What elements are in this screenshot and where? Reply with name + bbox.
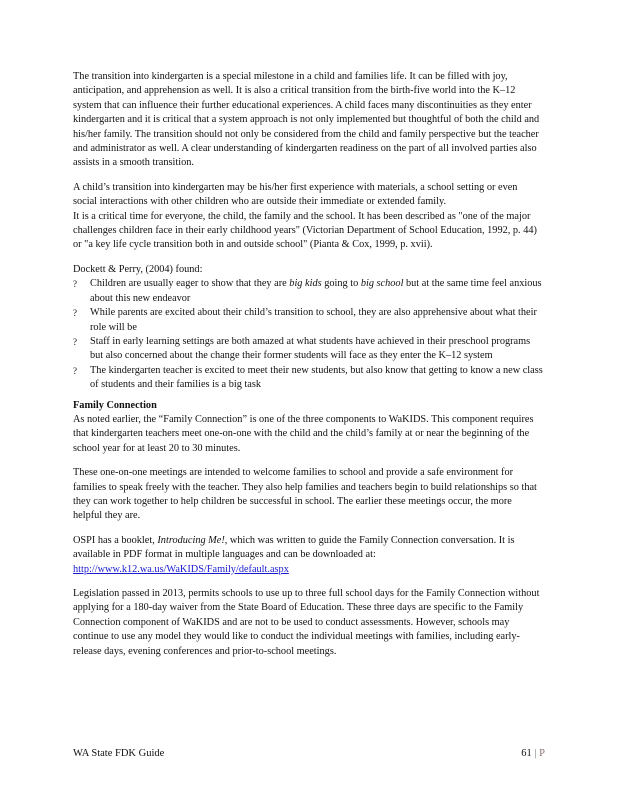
bullet-text: The kindergarten teacher is excited to meet their new students, but also know that getting to know a new class of students and their families is a big task <box>90 364 543 391</box>
bullet-icon: ? <box>73 279 77 290</box>
bullet-text: While parents are excited about their child’s transition to school, they are also apprehensive about what their role will be <box>90 307 537 333</box>
list-item <box>73 335 543 364</box>
bullet-emphasis: big school <box>360 278 404 290</box>
bullet-icon: ? <box>73 336 77 347</box>
legislation-paragraph: Legislation passed in 2013, permits schools to use up to three full school days for the Family Connection without applying for a 180-day waiver from the State Board of Education. These three days are specific to the Family Connection component of WaKIDS and are not to be used to conduct assessments. However, schools may continue to use any model they would like to conduct the individual meetings with families, including early-release days, evening conferences and prior-to-school meetings. <box>73 588 540 657</box>
bullet-icon: ? <box>73 308 77 319</box>
page-content <box>73 70 543 659</box>
list-item <box>73 364 543 393</box>
meetings-paragraph: These one-on-one meetings are intended to welcome families to school and provide a safe environment for families to speak freely with the teacher. They also help families and teachers begin to build relationships so that they can work together to help children be successful in school. The earlier these meetings occur, the more helpful they are. <box>73 467 537 522</box>
booklet-title: Introducing Me! <box>157 534 225 546</box>
booklet-text: , which was written to guide the Family Connection conversation. It is available in PDF format in multiple languages and can be downloaded at: <box>73 534 515 561</box>
booklet-text: OSPI has a booklet, <box>73 534 158 546</box>
section-heading: Family Connection <box>73 399 157 411</box>
bullet-icon: ? <box>73 365 77 376</box>
findings-intro: Dockett & Perry, (2004) found: <box>73 263 203 275</box>
intro-paragraph: The transition into kindergarten is a special milestone in a child and families life. It can be filled with joy, anticipation, and apprehension as well. It is also a critical transition from the birth-five world into the K–12 system that can influence their further educational experiences. A child faces many discontinuities as they enter kindergarten and it is critical that a system approach is not only implemented but thoughtful of both the child and his/her family. The transition should not only be considered from the child and family perspective but the teacher and administrator as well. A clear understanding of kindergarten readiness on the part of all involved parties also assists in a smooth transition. <box>73 71 540 169</box>
booklet-paragraph <box>73 534 543 577</box>
page-number: 61 <box>521 748 532 759</box>
list-item <box>73 277 543 306</box>
list-item <box>73 306 543 335</box>
critical-time-paragraph: It is a critical time for everyone, the child, the family and the school. It has been described as "one of the major challenges children face in their early childhood years" (Victorian Department of School Education, 1992, p. 44) or "a key life cycle transition both in and outside school" (Pianta & Cox, 1999, p. xvii). <box>73 210 537 251</box>
bullet-emphasis: big kids <box>289 278 322 290</box>
download-link[interactable]: http://www.k12.wa.us/WaKIDS/Family/default.aspx <box>73 563 289 575</box>
footer-page-label: P <box>539 748 545 759</box>
findings-list <box>73 277 543 392</box>
bullet-text: going to <box>321 278 361 290</box>
bullet-text: Staff in early learning settings are both amazed at what students have achieved in their preschool programs but also concerned about the change their former students will face as they enter the K–12 system <box>90 335 531 362</box>
bullet-text: but at the same time feel anxious about this new endeavor <box>90 278 542 304</box>
bullet-text: Children are usually eager to show that they are <box>90 278 290 290</box>
transition-paragraph: A child’s transition into kindergarten may be his/her first experience with materials, a school setting or even social interactions with other children who are outside their immediate or extended family. <box>73 181 518 208</box>
footer-page-info <box>521 748 545 759</box>
footer-title: WA State FDK Guide <box>73 748 165 759</box>
family-connection-paragraph: As noted earlier, the “Family Connection” is one of the three components to WaKIDS. This component requires that kindergarten teachers meet one-on-one with the child and the child’s family at or near the beginning of the school year for at least 20 to 30 minutes. <box>73 413 534 454</box>
footer-separator: | <box>534 748 537 759</box>
page-footer <box>73 748 545 766</box>
